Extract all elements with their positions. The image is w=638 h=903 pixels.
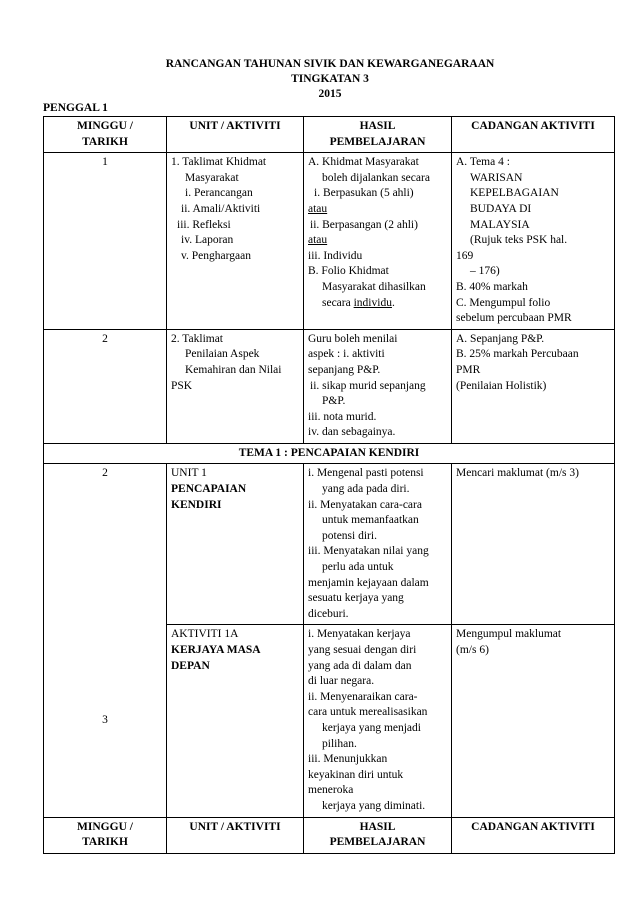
footer-header-cadangan: CADANGAN AKTIVITI xyxy=(452,817,615,853)
table-row xyxy=(44,153,615,330)
header-hasil: HASIL PEMBELAJARAN xyxy=(304,117,452,153)
annual-plan-table xyxy=(43,116,615,854)
row1-cadangan: A. Tema 4 : WARISAN KEPELBAGAIAN BUDAYA DI MALAYSIA (Rujuk teks PSK hal. 169 – 176) B. 40% markah C. Mengumpul folio sebelum percubaan PMR xyxy=(452,153,615,330)
row3-minggu: 2 xyxy=(44,464,167,625)
header-unit: UNIT / AKTIVITI xyxy=(167,117,304,153)
title-line-3: 2015 xyxy=(318,88,342,100)
row1-minggu: 1 xyxy=(44,153,167,330)
table-row xyxy=(44,464,615,625)
row2-minggu: 2 xyxy=(44,329,167,443)
table-row xyxy=(44,329,615,443)
title-line-1: RANCANGAN TAHUNAN SIVIK DAN KEWARGANEGARAAN xyxy=(165,58,495,70)
theme-title: TEMA 1 : PENCAPAIAN KENDIRI xyxy=(44,443,615,464)
table-header-row xyxy=(44,117,615,153)
title-line-2: TINGKATAN 3 xyxy=(291,73,369,85)
row2-unit: 2. Taklimat Penilaian Aspek Kemahiran dan Nilai PSK xyxy=(167,329,304,443)
row1-unit: 1. Taklimat Khidmat Masyarakat i. Perancangan ii. Amali/Aktiviti iii. Refleksi iv. Laporan v. Penghargaan xyxy=(167,153,304,330)
row3-unit: UNIT 1 PENCAPAIAN KENDIRI xyxy=(167,464,304,625)
header-cadangan: CADANGAN AKTIVITI xyxy=(452,117,615,153)
footer-header-minggu: MINGGU / TARIKH xyxy=(44,817,167,853)
theme-row xyxy=(44,443,615,464)
row2-hasil: Guru boleh menilai aspek : i. aktiviti sepanjang P&P. ii. sikap murid sepanjang P&P. iii. nota murid. iv. dan sebagainya. xyxy=(304,329,452,443)
row1-hasil: A. Khidmat Masyarakat boleh dijalankan secara i. Berpasukan (5 ahli) atau ii. Berpasangan (2 ahli) atau iii. Individu B. Folio Khidmat Masyarakat dihasilkan secara individu. xyxy=(304,153,452,330)
row4-hasil: i. Menyatakan kerjaya yang sesuai dengan diri yang ada di dalam dan di luar negara. ii. Menyenaraikan cara- cara untuk merealisasikan kerjaya yang menjadi pilihan. iii. Menunjukkan keyakinan diri untuk meneroka kerjaya yang diminati. xyxy=(304,625,452,817)
row3-cadangan: Mencari maklumat (m/s 3) xyxy=(452,464,615,625)
document-title xyxy=(40,57,620,102)
penggal-label: PENGGAL 1 xyxy=(43,102,108,114)
row2-cadangan: A. Sepanjang P&P. B. 25% markah Percubaan PMR (Penilaian Holistik) xyxy=(452,329,615,443)
table-footer-header-row xyxy=(44,817,615,853)
table-row xyxy=(44,625,615,817)
row4-cadangan: Mengumpul maklumat (m/s 6) xyxy=(452,625,615,817)
header-minggu: MINGGU / TARIKH xyxy=(44,117,167,153)
row4-unit: AKTIVITI 1A KERJAYA MASA DEPAN xyxy=(167,625,304,817)
footer-header-hasil: HASIL PEMBELAJARAN xyxy=(304,817,452,853)
row4-minggu: 3 xyxy=(44,625,167,817)
footer-header-unit: UNIT / AKTIVITI xyxy=(167,817,304,853)
row3-hasil: i. Mengenal pasti potensi yang ada pada diri. ii. Menyatakan cara-cara untuk memanfaatkan potensi diri. iii. Menyatakan nilai yang perlu ada untuk menjamin kejayaan dalam sesuatu kerjaya yang diceburi. xyxy=(304,464,452,625)
